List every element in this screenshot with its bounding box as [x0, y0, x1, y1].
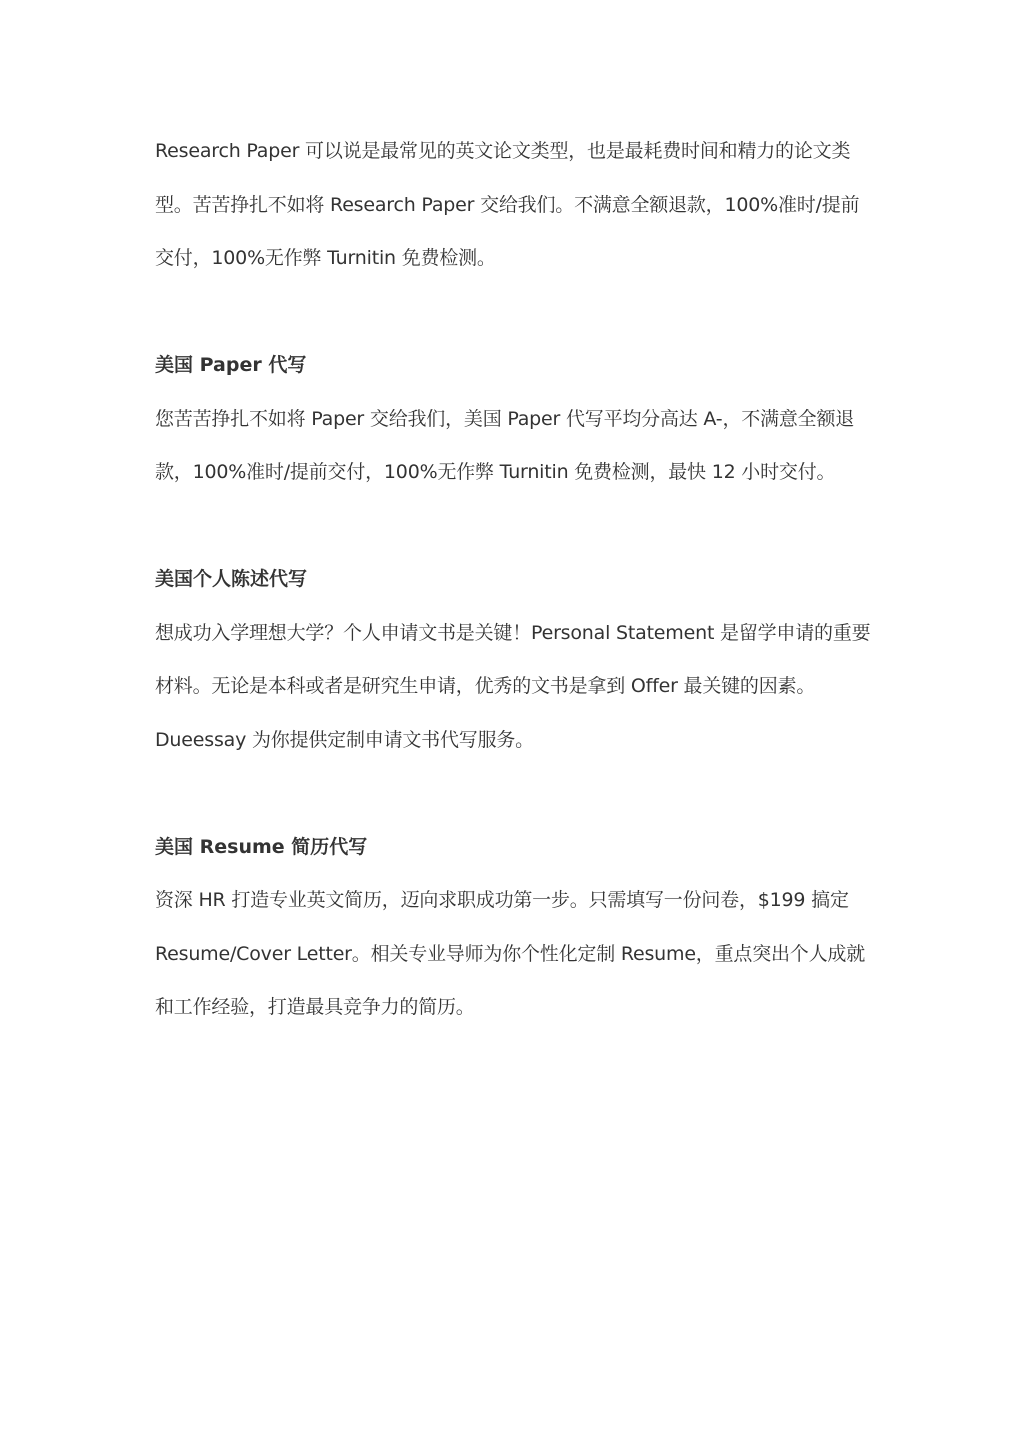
section-body: 您苦苦挣扎不如将 Paper 交给我们，美国 Paper 代写平均分高达 A-，不满意全额退款，100%准时/提前交付，100%无作弊 Turnitin 免费检测，最快 12 小时交付。: [155, 407, 855, 483]
section-title: 美国 Resume 简历代写: [155, 835, 368, 858]
section-paper-writing: [155, 339, 875, 500]
section-body: 想成功入学理想大学？个人申请文书是关键！Personal Statement 是留学申请的重要材料。无论是本科或者是研究生申请，优秀的文书是拿到 Offer 最关键的因素。Dueessay 为你提供定制申请文书代写服务。: [155, 621, 871, 751]
section-body: 资深 HR 打造专业英文简历，迈向求职成功第一步。只需填写一份问卷，$199 搞定 Resume/Cover Letter。相关专业导师为你个性化定制 Resume，重点突出个人成就和工作经验，打造最具竞争力的简历。: [155, 889, 866, 1018]
section-resume: [155, 821, 875, 1035]
section-title: 美国 Paper 代写: [155, 354, 307, 376]
intro-paragraph: Research Paper 可以说是最常见的英文论文类型，也是最耗费时间和精力的论文类型。苦苦挣扎不如将 Research Paper 交给我们。不满意全额退款，100%准时/提前交付，100%无作弊 Turnitin 免费检测。: [155, 140, 860, 269]
section-title: 美国个人陈述代写: [155, 568, 308, 590]
document-page: [155, 125, 875, 1088]
section-personal-statement: [155, 553, 875, 767]
